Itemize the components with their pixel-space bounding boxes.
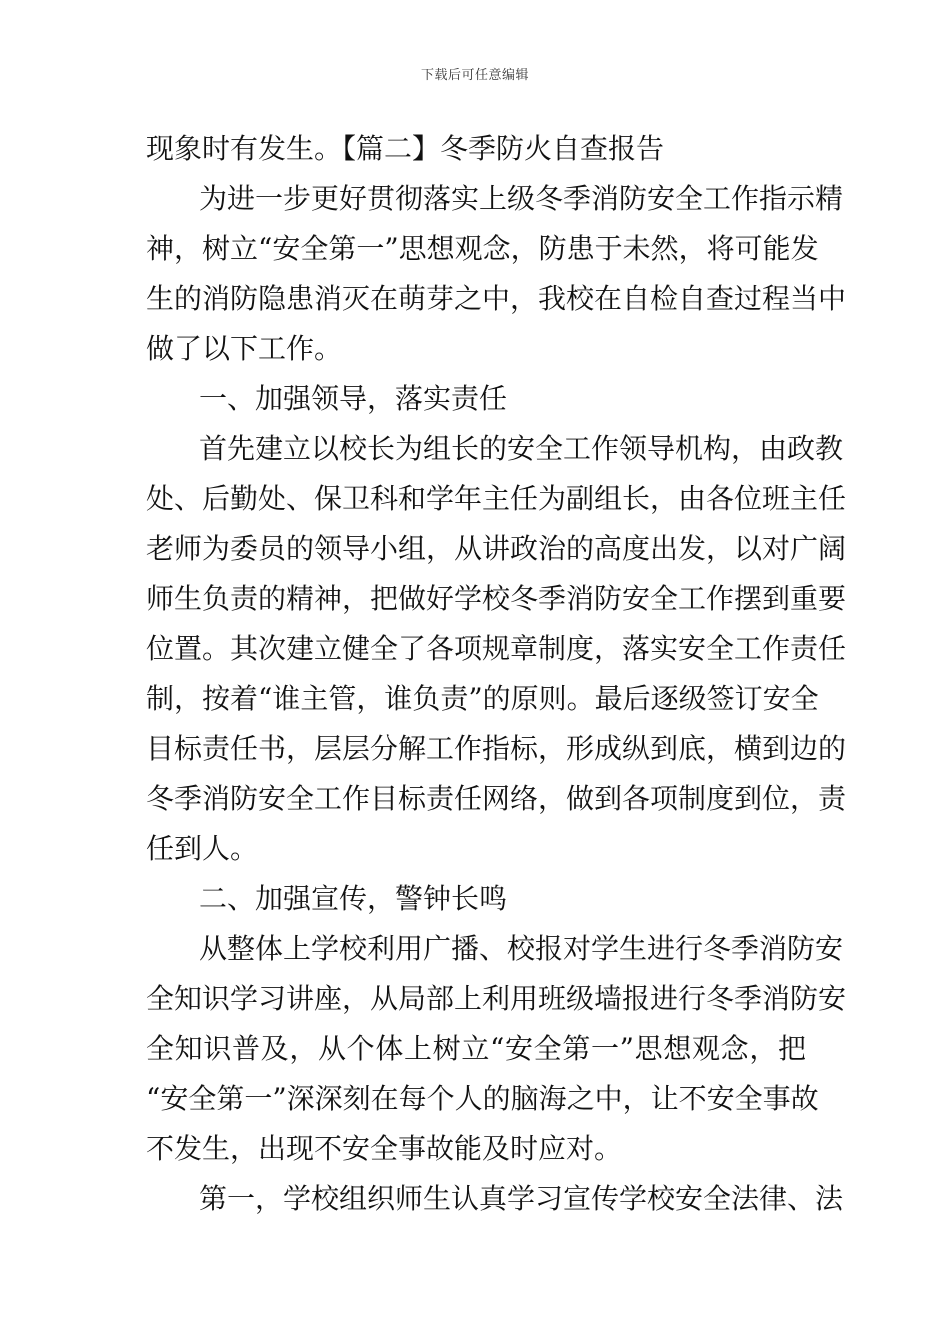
text-line: 神，树立“安全第一”思想观念，防患于未然，将可能发	[146, 232, 819, 265]
text-line: 位置。其次建立健全了各项规章制度，落实安全工作责任	[146, 632, 847, 665]
header-note: 下载后可任意编辑	[420, 68, 529, 83]
text-line: 现象时有发生。【篇二】冬季防火自查报告	[146, 132, 665, 165]
document-body	[146, 124, 847, 1224]
text-line: 任到人。	[146, 832, 259, 865]
text-line: 从整体上学校利用广播、校报对学生进行冬季消防安	[199, 932, 844, 965]
text-line: 老师为委员的领导小组，从讲政治的高度出发，以对广阔	[146, 532, 847, 565]
text-line: 师生负责的精神，把做好学校冬季消防安全工作摆到重要	[146, 582, 847, 615]
text-line: 一、加强领导，落实责任	[199, 382, 508, 415]
text-line: 全知识普及，从个体上树立“安全第一”思想观念，把	[146, 1032, 806, 1065]
text-line: 处、后勤处、保卫科和学年主任为副组长，由各位班主任	[146, 482, 847, 515]
text-line: 生的消防隐患消灭在萌芽之中，我校在自检自查过程当中	[146, 282, 847, 315]
text-line: 不发生，出现不安全事故能及时应对。	[146, 1132, 623, 1165]
text-line: 制，按着“谁主管，谁负责”的原则。最后逐级签订安全	[146, 682, 819, 715]
text-line: 二、加强宣传，警钟长鸣	[199, 882, 508, 915]
text-line: 第一，学校组织师生认真学习宣传学校安全法律、法	[199, 1182, 844, 1215]
text-line: 做了以下工作。	[146, 332, 343, 365]
text-line: 全知识学习讲座，从局部上利用班级墙报进行冬季消防安	[146, 982, 847, 1015]
text-line: 目标责任书，层层分解工作指标，形成纵到底，横到边的	[146, 732, 847, 765]
text-line: 冬季消防安全工作目标责任网络，做到各项制度到位，责	[146, 782, 847, 815]
text-line: “安全第一”深深刻在每个人的脑海之中，让不安全事故	[146, 1082, 819, 1115]
text-line: 首先建立以校长为组长的安全工作领导机构，由政教	[199, 432, 844, 465]
text-line: 为进一步更好贯彻落实上级冬季消防安全工作指示精	[199, 182, 844, 215]
